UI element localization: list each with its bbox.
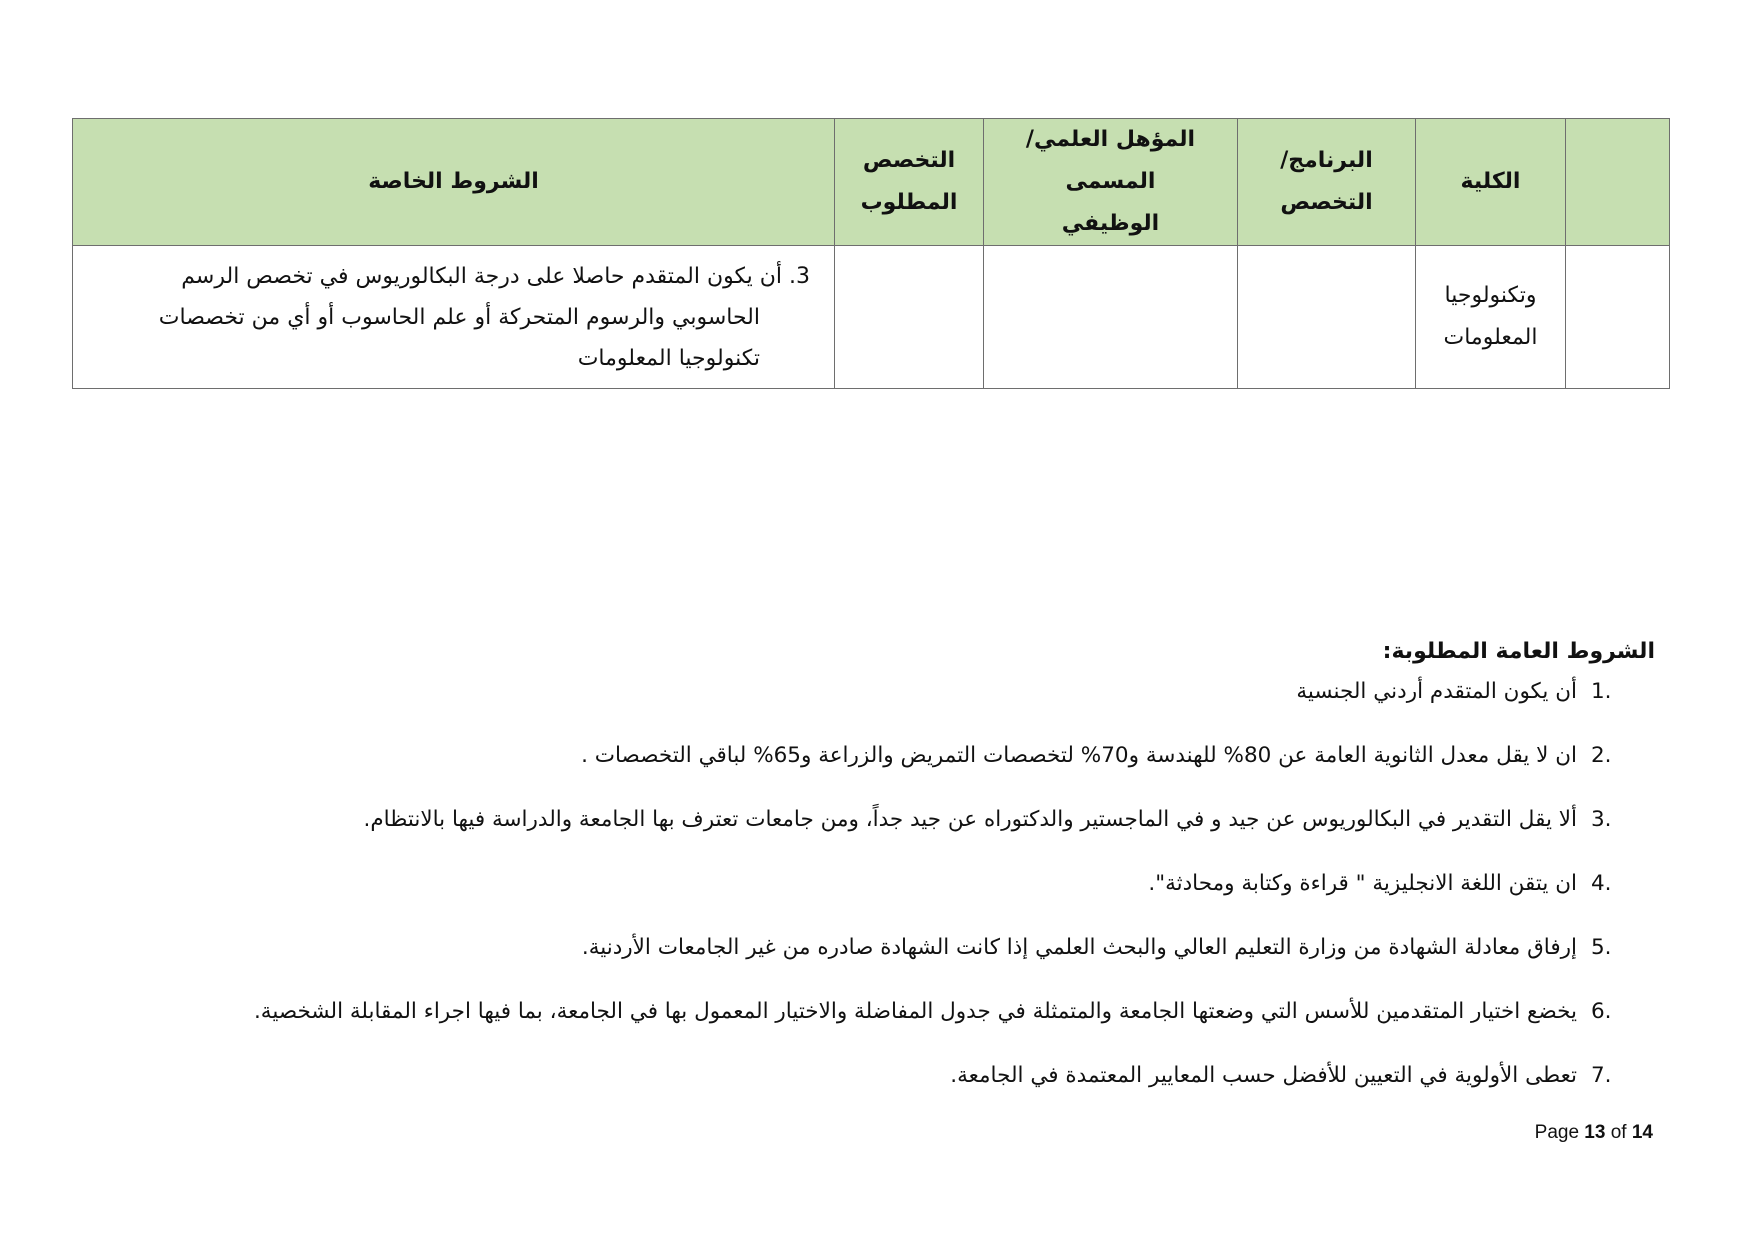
general-conditions-section (205, 632, 1655, 1124)
page-word: Page (1534, 1122, 1580, 1143)
list-item-number: 7. (1591, 1063, 1612, 1088)
header-specialization (835, 119, 984, 246)
cell-qualification (984, 246, 1238, 389)
list-item-text: ان يتقن اللغة الانجليزية " قراءة وكتابة ومحادثة". (1148, 871, 1577, 896)
list-item (205, 740, 1655, 804)
list-item-number: 5. (1591, 935, 1612, 960)
list-item (205, 1060, 1655, 1124)
list-item-number: 1. (1591, 679, 1612, 704)
requirements-table (72, 118, 1670, 389)
of-word: of (1610, 1122, 1627, 1143)
table-header-row (73, 119, 1670, 246)
total-pages-number: 14 (1631, 1122, 1653, 1143)
cell-special-conditions (73, 246, 835, 389)
list-item-number: 6. (1591, 999, 1612, 1024)
header-program-line2: التخصص (1280, 190, 1373, 215)
list-item (205, 676, 1655, 740)
list-item-number: 2. (1591, 743, 1612, 768)
list-item-text: إرفاق معادلة الشهادة من وزارة التعليم العالي والبحث العلمي إذا كانت الشهادة صادره من غير الجامعات الأردنية. (581, 935, 1577, 960)
header-college-label: الكلية (1460, 169, 1521, 194)
college-line1: وتكنولوجيا (1444, 283, 1537, 308)
list-item (205, 996, 1655, 1060)
list-item-number: 3. (1591, 807, 1612, 832)
list-item-text: ألا يقل التقدير في البكالوريوس عن جيد و في الماجستير والدكتوراه عن جيد جداً، ومن جامعات تعترف بها الجامعة والدراسة فيها بالانتظام. (363, 807, 1577, 832)
header-qualification-line1: المؤهل العلمي/المسمى (1025, 127, 1196, 194)
condition-line: تكنولوجيا المعلومات (577, 345, 760, 371)
list-item-text: ان لا يقل معدل الثانوية العامة عن 80% للهندسة و70% لتخصصات التمريض والزراعة و65% لباقي التخصصات . (581, 743, 1577, 768)
page-number-footer (1535, 1122, 1653, 1144)
cell-college (1416, 246, 1566, 389)
cell-number (1566, 246, 1670, 389)
condition-line: 3. أن يكون المتقدم حاصلا على درجة البكالوريوس في تخصص الرسم (181, 263, 810, 289)
list-item-text: أن يكون المتقدم أردني الجنسية (1296, 679, 1577, 704)
cell-program (1238, 246, 1416, 389)
list-item (205, 868, 1655, 932)
header-program (1238, 119, 1416, 246)
cell-specialization (835, 246, 984, 389)
header-qualification-line2: الوظيفي (1061, 211, 1160, 236)
table-row (73, 246, 1670, 389)
general-conditions-list (205, 676, 1655, 1124)
list-item-text: تعطى الأولوية في التعيين للأفضل حسب المعايير المعتمدة في الجامعة. (950, 1063, 1577, 1088)
header-specialization-line1: التخصص (862, 148, 956, 173)
general-conditions-title: الشروط العامة المطلوبة: (1382, 639, 1655, 664)
list-item (205, 804, 1655, 868)
header-specialization-line2: المطلوب (860, 190, 958, 215)
header-number (1566, 119, 1670, 246)
header-special-conditions: الشروط الخاصة (73, 119, 835, 246)
condition-line: الحاسوبي والرسوم المتحركة أو علم الحاسوب أو أي من تخصصات (158, 304, 760, 330)
header-qualification (984, 119, 1238, 246)
list-item-text: يخضع اختيار المتقدمين للأسس التي وضعتها الجامعة والمتمثلة في جدول المفاضلة والاختيار المعمول بها في الجامعة، بما فيها اجراء المقابلة الشخصية. (253, 999, 1577, 1024)
college-line2: المعلومات (1443, 325, 1538, 350)
header-college (1416, 119, 1566, 246)
list-item (205, 932, 1655, 996)
header-program-line1: البرنامج/ (1280, 148, 1373, 173)
list-item-number: 4. (1591, 871, 1612, 896)
current-page-number: 13 (1584, 1122, 1606, 1143)
